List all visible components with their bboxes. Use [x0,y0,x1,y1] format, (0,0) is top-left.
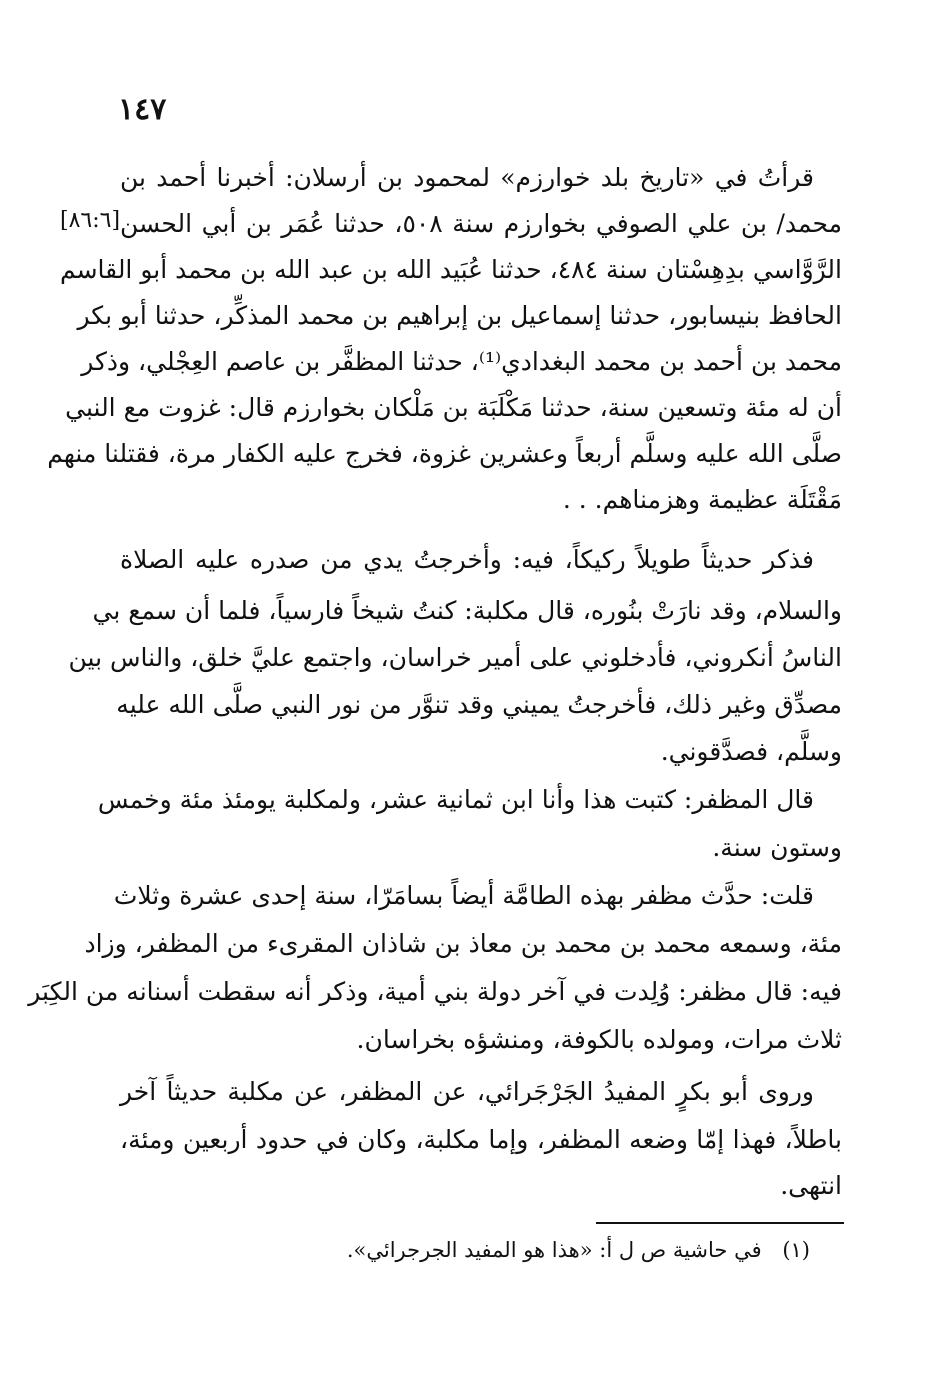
text-line: الحافظ بنيسابور، حدثنا إسماعيل بن إبراهيم بن محمد المذكِّر، حدثنا أبو بكر [77,301,842,330]
text-line: مئة، وسمعه محمد بن محمد بن معاذ بن شاذان المقرىء من المظفر، وزاد [84,929,842,958]
text-line: مَقْتَلَة عظيمة وهزمناهم. . . [562,485,842,514]
page-number: ١٤٧ [118,92,167,127]
text-line: وسلَّم، فصدَّقوني. [660,737,842,766]
text-line: ثلاث مرات، ومولده بالكوفة، ومنشؤه بخراسان. [356,1025,842,1054]
text-line: باطلاً، فهذا إمّا وضعه المظفر، وإما مكلبة، وكان في حدود أربعين ومئة، [120,1125,842,1154]
text-line: فيه: قال مظفر: وُلِدت في آخر دولة بني أمية، وذكر أنه سقطت أسنانه من الكِبَر [28,977,842,1006]
footnote [170,1232,810,1268]
footnote-marker: (١) [782,1238,810,1262]
text-line: فذكر حديثاً طويلاً ركيكاً، فيه: وأخرجتُ يدي من صدره عليه الصلاة [120,545,814,574]
text-line: محمد بن أحمد بن محمد البغدادي⁽¹⁾، حدثنا المظفَّر بن عاصم العِجْلي، وذكر [81,347,842,376]
text-line: صلَّى الله عليه وسلَّم أربعاً وعشرين غزوة، فخرج عليه الكفار مرة، فقتلنا منهم [47,439,842,468]
text-line: محمد/ بن علي الصوفي بخوارزم سنة ٥٠٨، حدثنا عُمَر بن أبي الحسن [120,209,842,238]
footnote-text: في حاشية ص ل أ: «هذا هو المفيد الجرجرائي». [346,1238,762,1262]
text-line: وروى أبو بكرٍ المفيدُ الجَرْجَرائي، عن المظفر، عن مكلبة حديثاً آخر [120,1077,814,1106]
text-line: قال المظفر: كتبت هذا وأنا ابن ثمانية عشر، ولمكلبة يومئذ مئة وخمس [97,785,814,814]
text-line: وستون سنة. [712,833,842,862]
text-line: مصدِّق وغير ذلك، فأخرجتُ يميني وقد تنوَّر من نور النبي صلَّى الله عليه [116,690,842,719]
text-line: انتهى. [780,1171,842,1200]
side-reference: [٨٦:٦] [60,208,121,233]
text-line: الناسُ أنكروني، فأدخلوني على أمير خراسان، واجتمع عليَّ خلق، والناس بين [68,643,842,672]
text-line: والسلام، وقد نارَتْ بنُوره، قال مكلبة: كنتُ شيخاً فارسياً، فلما أن سمع بي [92,596,842,625]
text-line: قرأتُ في «تاريخ بلد خوارزم» لمحمود بن أرسلان: أخبرنا أحمد بن [120,163,814,192]
text-line: الرَّوَّاسي بدِهِسْتان سنة ٤٨٤، حدثنا عُبَيد الله بن عبد الله بن محمد أبو القاسم [59,255,842,284]
footnote-divider [596,1222,844,1224]
text-line: قلت: حدَّث مظفر بهذه الطامَّة أيضاً بسامَرّا، سنة إحدى عشرة وثلاث [113,881,814,910]
text-line: أن له مئة وتسعين سنة، حدثنا مَكْلَبَة بن مَلْكان بخوارزم قال: غزوت مع النبي [65,393,842,422]
